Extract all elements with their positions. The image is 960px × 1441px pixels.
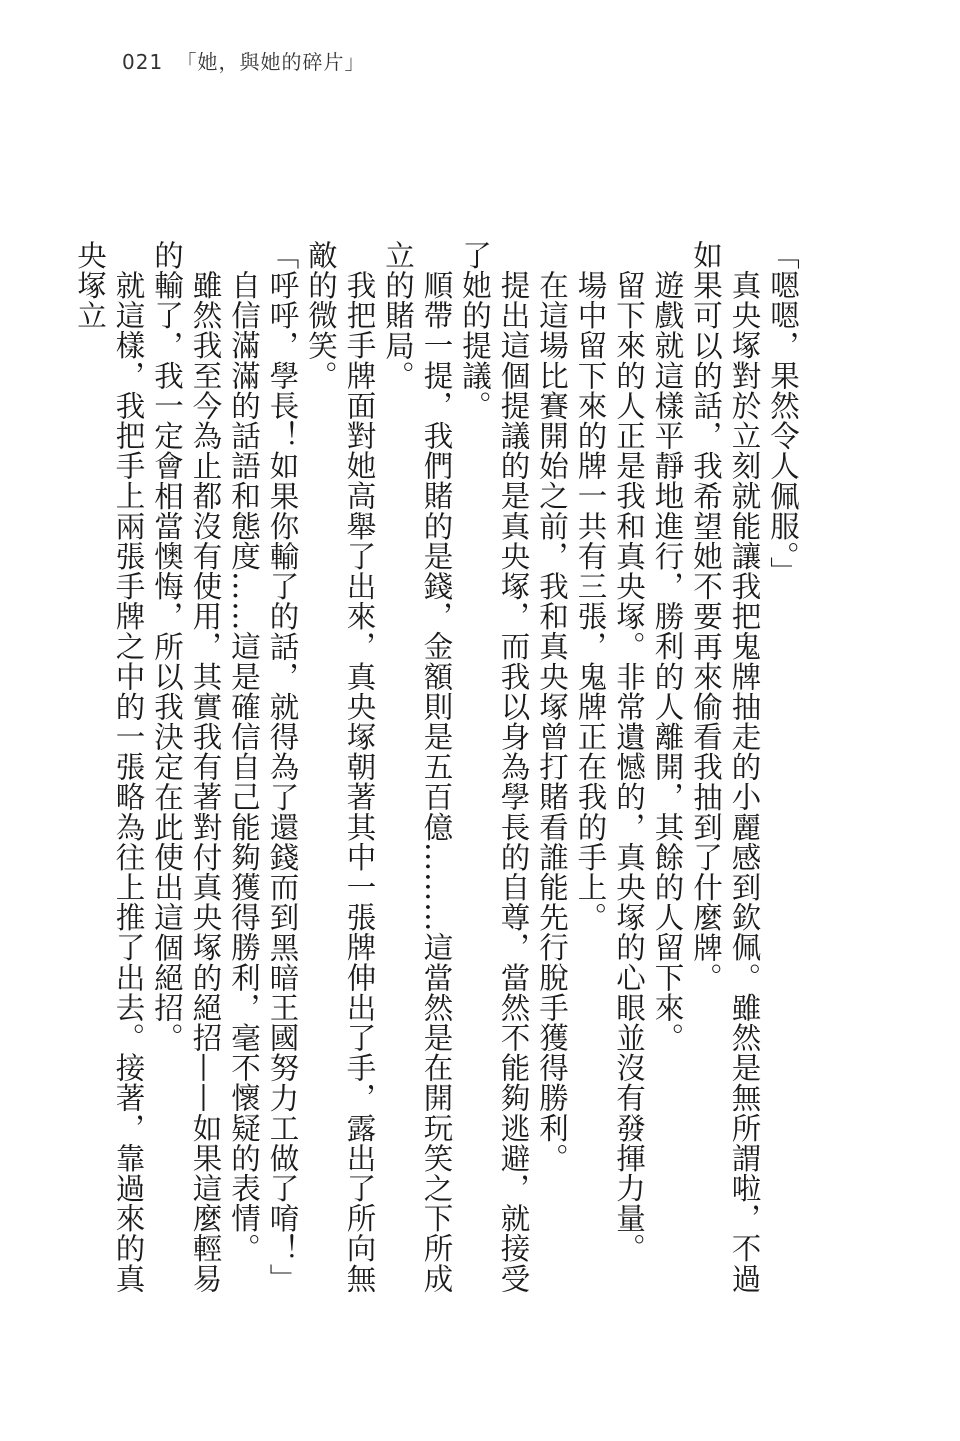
paragraph: 留下來的人正是我和真央塚。非常遺憾的，真央塚的心眼並沒有發揮力量。 (612, 269, 646, 1263)
paragraph: 在這場比賽開始之前，我和真央塚曾打賭看誰能先行脫手獲得勝利。 (535, 269, 569, 1173)
paragraph: 真央塚對於立刻就能讓我把鬼牌抽走的小麗感到欽佩。雖然是無所謂啦，不過如果可以的話，我希望她不要再來偷看我抽到了什麼牌。 (689, 240, 762, 1293)
paragraph: 雖然我至今為止都沒有使用，其實我有著對付真央塚的絕招——如果這麼輕易的輸了，我一定會相當懊悔，所以我決定在此使出這個絕招。 (150, 240, 223, 1293)
paragraph: 自信滿滿的話語和態度……這是確信自己能夠獲得勝利，毫不懷疑的表情。 (227, 269, 261, 1263)
paragraph: 順帶一提，我們賭的是錢，金額則是五百億………這當然是在開玩笑之下所成立的賭局。 (381, 240, 454, 1293)
page-number: 021 (122, 50, 164, 74)
paragraph: 「嗯嗯，果然令人佩服。」 (766, 240, 800, 587)
paragraph: 提出這個提議的是真央塚，而我以身為學長的自尊，當然不能夠逃避，就接受了她的提議。 (458, 240, 531, 1293)
paragraph: 我把手牌面對她高舉了出來，真央塚朝著其中一張牌伸出了手，露出了所向無敵的微笑。 (304, 240, 377, 1293)
paragraph: 就這樣，我把手上兩張手牌之中的一張略為往上推了出去。接著，靠過來的真央塚立 (73, 240, 146, 1293)
paragraph: 「呼呼，學長！如果你輸了的話，就得為了還錢而到黑暗王國努力工做了唷！」 (265, 240, 300, 1294)
page-header (122, 46, 366, 75)
vertical-body-text (71, 240, 803, 1320)
paragraph: 遊戲就這樣平靜地進行，勝利的人離開，其餘的人留下來。 (650, 269, 685, 1053)
paragraph: 場中留下來的牌一共有三張，鬼牌正在我的手上。 (573, 269, 608, 932)
chapter-title: 「她，與她的碎片」 (176, 50, 366, 74)
